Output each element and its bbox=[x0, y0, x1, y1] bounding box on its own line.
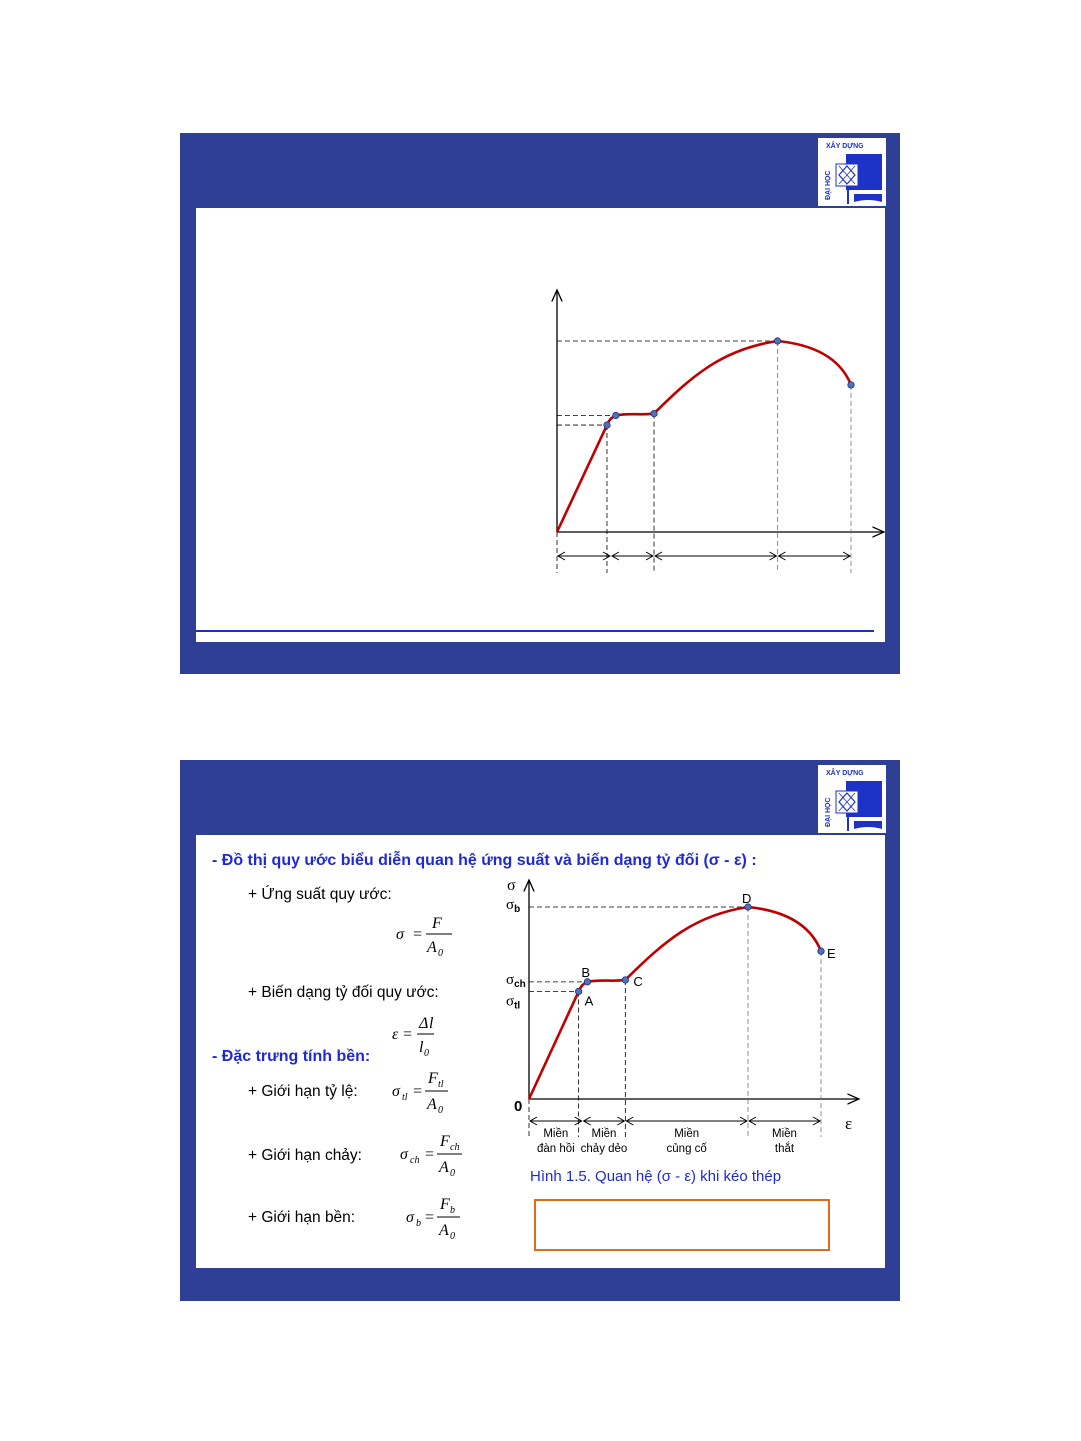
chart-2-labels bbox=[506, 877, 852, 1155]
y-axis-label: σ bbox=[507, 877, 516, 894]
diagram-heading: - Đồ thị quy ước biểu diễn quan hệ ứng suất và biến dạng tỷ đối (σ - ε) : bbox=[212, 852, 757, 869]
point-label-C: C bbox=[633, 973, 643, 989]
svg-text:l: l bbox=[429, 1015, 434, 1032]
svg-text:b: b bbox=[416, 1218, 421, 1229]
logo-text-top: XÂY DỰNG bbox=[826, 143, 864, 150]
zone-label-1: Miền chảy dẻo bbox=[580, 1128, 628, 1155]
zone-label-0: Miền đàn hồi bbox=[536, 1128, 575, 1155]
stress-item: + Ứng suất quy ước: bbox=[248, 886, 392, 903]
svg-text:F: F bbox=[440, 1196, 450, 1213]
svg-text:σ: σ bbox=[396, 926, 404, 943]
stress-strain-chart-1 bbox=[196, 208, 885, 642]
y-mark-label-1: $\sigma_{ch}$ bbox=[506, 971, 526, 990]
svg-text:0: 0 bbox=[438, 1105, 443, 1116]
proportional-limit-item: + Giới hạn tỷ lệ: bbox=[248, 1083, 358, 1100]
slide-2 bbox=[180, 760, 900, 1301]
x-axis-label: ε bbox=[845, 1114, 853, 1133]
slide-1-content bbox=[196, 208, 885, 642]
point-label-A: A bbox=[584, 993, 594, 1009]
svg-text:=: = bbox=[412, 1083, 423, 1100]
strain-item: + Biến dạng tỷ đối quy ước: bbox=[248, 984, 439, 1001]
svg-text:l: l bbox=[419, 1039, 424, 1056]
stress-strain-curve bbox=[529, 907, 821, 1099]
y-mark-label-0: $\sigma_b$ bbox=[506, 897, 521, 915]
y-mark-label-2: $\sigma_{tl}$ bbox=[506, 993, 521, 1012]
svg-text:ε: ε bbox=[392, 1026, 399, 1043]
yield-limit-item: + Giới hạn chảy: bbox=[248, 1147, 362, 1164]
svg-text:=: = bbox=[412, 926, 423, 943]
logo-text-side: ĐẠI HỌC bbox=[825, 170, 832, 200]
svg-text:0: 0 bbox=[450, 1231, 455, 1242]
svg-text:ch: ch bbox=[410, 1155, 420, 1166]
point-A bbox=[575, 988, 581, 994]
zone-label-2: Miền củng cố bbox=[666, 1128, 707, 1155]
chart-2-curve bbox=[529, 907, 821, 1099]
slide-2-content bbox=[196, 835, 885, 1268]
point-C bbox=[622, 977, 628, 983]
university-logo bbox=[818, 138, 886, 206]
svg-text:Δ: Δ bbox=[419, 1015, 429, 1032]
svg-text:A: A bbox=[439, 1222, 449, 1239]
svg-text:0: 0 bbox=[424, 1048, 429, 1059]
svg-text:tl: tl bbox=[402, 1092, 408, 1103]
point-A bbox=[604, 422, 610, 428]
point-E bbox=[848, 382, 854, 388]
svg-text:A: A bbox=[427, 939, 437, 956]
university-logo-icon bbox=[818, 765, 886, 833]
point-label-E: E bbox=[827, 946, 836, 962]
point-C bbox=[651, 410, 657, 416]
svg-text:b: b bbox=[450, 1205, 455, 1216]
svg-text:F: F bbox=[440, 1133, 450, 1150]
zone-label-3: Miền thắt bbox=[772, 1128, 797, 1155]
strength-heading: - Đặc trưng tính bền: bbox=[212, 1048, 371, 1065]
svg-text:=: = bbox=[424, 1209, 435, 1226]
figure-caption: Hình 1.5. Quan hệ (σ - ε) khi kéo thép bbox=[530, 1168, 782, 1185]
point-B bbox=[613, 412, 619, 418]
slide-1-divider bbox=[196, 630, 874, 632]
logo-text-top: XÂY DỰNG bbox=[826, 770, 864, 777]
point-D bbox=[774, 338, 780, 344]
svg-text:=: = bbox=[402, 1026, 413, 1043]
chart-1-guides bbox=[557, 341, 851, 573]
university-logo bbox=[818, 765, 886, 833]
stress-strain-curve bbox=[557, 341, 851, 532]
svg-text:tl: tl bbox=[438, 1079, 444, 1090]
svg-text:0: 0 bbox=[450, 1168, 455, 1179]
slide-1 bbox=[180, 133, 900, 674]
svg-text:F: F bbox=[432, 915, 442, 932]
svg-text:ch: ch bbox=[450, 1142, 460, 1153]
point-label-B: B bbox=[581, 964, 591, 980]
svg-text:A: A bbox=[439, 1159, 449, 1176]
university-logo-icon bbox=[818, 138, 886, 206]
svg-text:=: = bbox=[424, 1146, 435, 1163]
note-box bbox=[534, 1199, 830, 1251]
ultimate-limit-item: + Giới hạn bền: bbox=[248, 1209, 356, 1226]
chart-2-zone-arrows bbox=[530, 1117, 820, 1125]
svg-text:F: F bbox=[428, 1070, 438, 1087]
point-label-D: D bbox=[742, 891, 752, 906]
svg-text:σ: σ bbox=[392, 1083, 400, 1100]
chart-2-guides bbox=[529, 907, 821, 1137]
svg-text:σ: σ bbox=[406, 1209, 414, 1226]
svg-text:σ: σ bbox=[400, 1146, 408, 1163]
svg-text:0: 0 bbox=[438, 948, 443, 959]
chart-1-curve bbox=[557, 341, 851, 532]
svg-text:A: A bbox=[427, 1096, 437, 1113]
chart-1-zone-arrows bbox=[558, 552, 850, 560]
logo-text-side: ĐẠI HỌC bbox=[825, 797, 832, 827]
point-E bbox=[818, 948, 824, 954]
origin-label: 0 bbox=[514, 1098, 523, 1115]
chart-1-axes bbox=[557, 290, 884, 532]
